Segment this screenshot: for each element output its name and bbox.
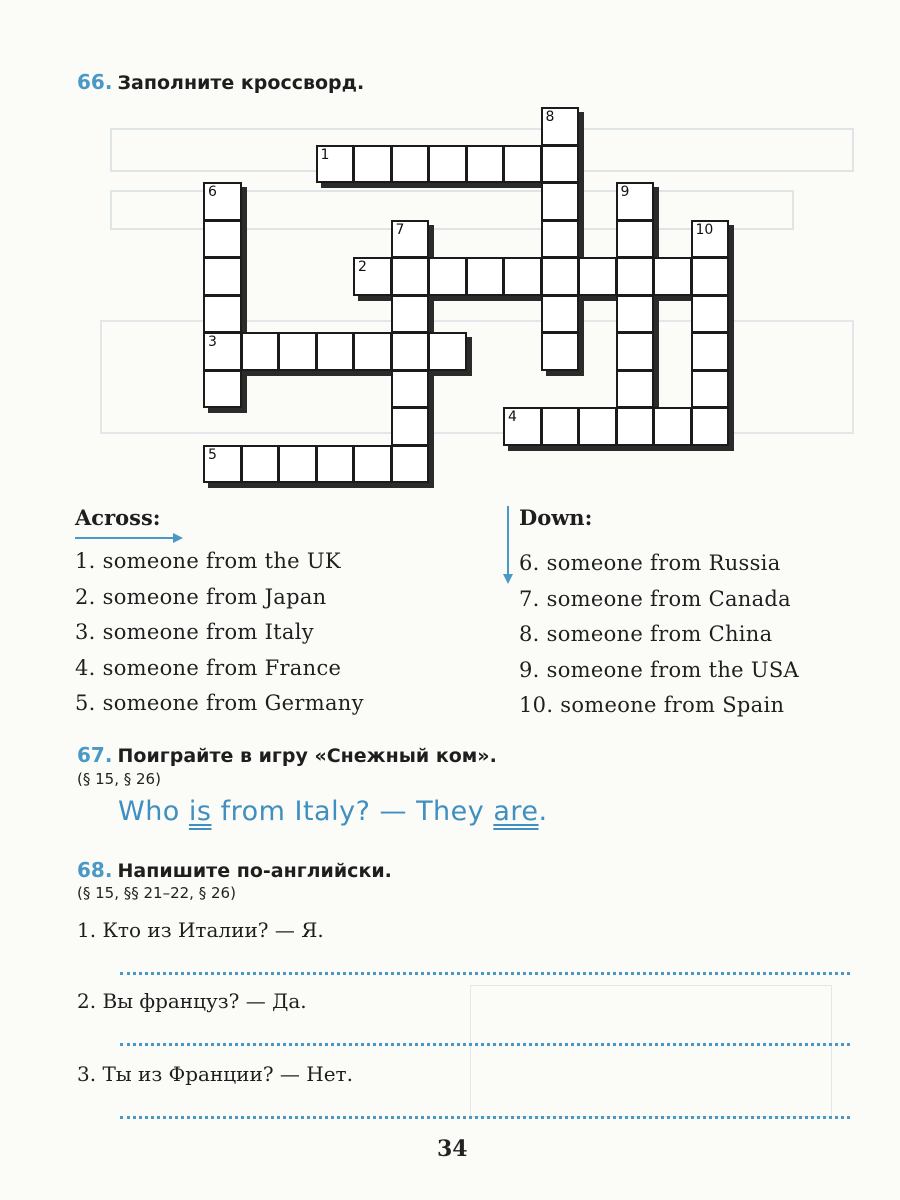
crossword-number-10: 10 bbox=[695, 221, 714, 238]
ex68-item-2: 2. Вы француз? — Да. bbox=[77, 989, 307, 1013]
crossword-cell-face bbox=[391, 257, 430, 296]
crossword-cell-face bbox=[653, 257, 692, 296]
crossword-cell-face bbox=[203, 295, 242, 334]
crossword-cell-face bbox=[541, 295, 580, 334]
crossword-number-1: 1 bbox=[320, 146, 330, 163]
ex67-number: 67. bbox=[77, 743, 113, 767]
crossword-cell-face bbox=[278, 332, 317, 371]
crossword-cell-face bbox=[428, 257, 467, 296]
crossword-cell-face bbox=[691, 370, 730, 409]
crossword-cell-face bbox=[616, 295, 655, 334]
down-clue-7: 7. someone from Canada bbox=[519, 586, 791, 611]
crossword-cell-face bbox=[316, 445, 355, 484]
crossword-number-3: 3 bbox=[208, 334, 217, 350]
crossword-cell-face bbox=[391, 145, 430, 184]
sentence-end: . bbox=[538, 796, 548, 827]
crossword-cell-face bbox=[203, 370, 242, 409]
down-heading: Down: bbox=[519, 505, 593, 530]
ex68-item-1: 1. Кто из Италии? — Я. bbox=[77, 918, 324, 942]
crossword-cell-face bbox=[616, 332, 655, 371]
crossword-cell-face bbox=[616, 407, 655, 446]
crossword-cell-face bbox=[203, 220, 242, 259]
down-arrow-icon bbox=[501, 506, 515, 586]
crossword-number-8: 8 bbox=[545, 109, 555, 125]
crossword-cell-face bbox=[541, 332, 580, 371]
crossword-number-6: 6 bbox=[208, 184, 217, 200]
answer-line-1[interactable] bbox=[120, 972, 850, 975]
snowball-sentence bbox=[118, 796, 548, 827]
sentence-word-is: is bbox=[188, 796, 212, 827]
crossword-cell-face bbox=[691, 407, 730, 446]
answer-line-2[interactable] bbox=[120, 1043, 850, 1046]
crossword-cell-face bbox=[353, 145, 392, 184]
crossword-cell-face bbox=[428, 145, 467, 184]
crossword-cell-face bbox=[353, 332, 392, 371]
crossword-grid bbox=[0, 0, 900, 520]
crossword-cell-face bbox=[616, 220, 655, 259]
crossword-number-2: 2 bbox=[358, 259, 367, 275]
crossword-cell-face bbox=[541, 257, 580, 296]
sentence-part-2: from Italy? — They bbox=[211, 796, 494, 827]
ex68-refs: (§ 15, §§ 21–22, § 26) bbox=[77, 884, 236, 902]
across-section bbox=[75, 505, 475, 722]
across-list bbox=[75, 544, 475, 722]
crossword-cell-face bbox=[316, 332, 355, 371]
crossword-cell-face bbox=[241, 445, 280, 484]
crossword-cell-face bbox=[391, 295, 430, 334]
across-arrow-icon bbox=[75, 531, 185, 545]
crossword-number-4: 4 bbox=[508, 409, 517, 425]
crossword-cell-face bbox=[466, 145, 505, 184]
crossword-cell-face bbox=[278, 445, 317, 484]
crossword-cell-face bbox=[466, 257, 505, 296]
crossword-cell-face bbox=[503, 257, 542, 296]
crossword-cell-face bbox=[691, 257, 730, 296]
ex68-header bbox=[77, 858, 392, 882]
across-heading: Across: bbox=[75, 505, 161, 530]
crossword-cell-face bbox=[616, 257, 655, 296]
ex68-item-3: 3. Ты из Франции? — Нет. bbox=[77, 1062, 353, 1086]
crossword-cell-face bbox=[653, 407, 692, 446]
ex67-refs: (§ 15, § 26) bbox=[77, 770, 161, 788]
crossword-cell-face bbox=[578, 257, 617, 296]
crossword-cell-face bbox=[428, 332, 467, 371]
crossword-number-9: 9 bbox=[620, 184, 630, 200]
crossword-cell-face bbox=[353, 445, 392, 484]
crossword-cell-face bbox=[391, 370, 430, 409]
crossword-cell-face bbox=[691, 295, 730, 334]
across-clue-2: 2. someone from Japan bbox=[75, 584, 327, 609]
crossword-cell-face bbox=[241, 332, 280, 371]
crossword-cell-face bbox=[541, 407, 580, 446]
ex67-title: Поиграйте в игру «Снежный ком». bbox=[117, 745, 497, 767]
crossword-cell-face bbox=[391, 332, 430, 371]
down-list bbox=[519, 546, 879, 724]
ex68-title: Напишите по-английски. bbox=[117, 860, 392, 882]
across-clue-5: 5. someone from Germany bbox=[75, 691, 364, 715]
sentence-word-are: are bbox=[493, 796, 539, 827]
crossword-cell-face bbox=[391, 445, 430, 484]
crossword-cell-face bbox=[541, 182, 580, 221]
ex66-title: Заполните кроссворд. bbox=[117, 72, 365, 94]
crossword-cell-face bbox=[578, 407, 617, 446]
sentence-part-1: Who bbox=[118, 796, 189, 827]
crossword-cell-face bbox=[691, 332, 730, 371]
down-clue-6: 6. someone from Russia bbox=[519, 551, 781, 575]
crossword-cell-face bbox=[203, 257, 242, 296]
down-clue-9: 9. someone from the USA bbox=[519, 657, 800, 682]
crossword-number-7: 7 bbox=[395, 221, 405, 238]
crossword-cell-face bbox=[616, 370, 655, 409]
ex67-header bbox=[77, 743, 497, 767]
ex66-number: 66. bbox=[77, 70, 113, 94]
across-clue-1: 1. someone from the UK bbox=[75, 549, 341, 573]
crossword-number-5: 5 bbox=[208, 446, 217, 463]
ex68-number: 68. bbox=[77, 858, 113, 882]
page-number: 34 bbox=[437, 1136, 468, 1162]
down-clue-10: 10. someone from Spain bbox=[519, 693, 785, 717]
crossword-cell-face bbox=[541, 145, 580, 184]
answer-line-3[interactable] bbox=[120, 1116, 850, 1119]
crossword-cell-face bbox=[391, 407, 430, 446]
down-section bbox=[519, 505, 879, 724]
down-clue-8: 8. someone from China bbox=[519, 622, 773, 646]
crossword-cell-face bbox=[541, 220, 580, 259]
across-clue-3: 3. someone from Italy bbox=[75, 620, 314, 644]
crossword-cell-face bbox=[503, 145, 542, 184]
across-clue-4: 4. someone from France bbox=[75, 655, 342, 680]
